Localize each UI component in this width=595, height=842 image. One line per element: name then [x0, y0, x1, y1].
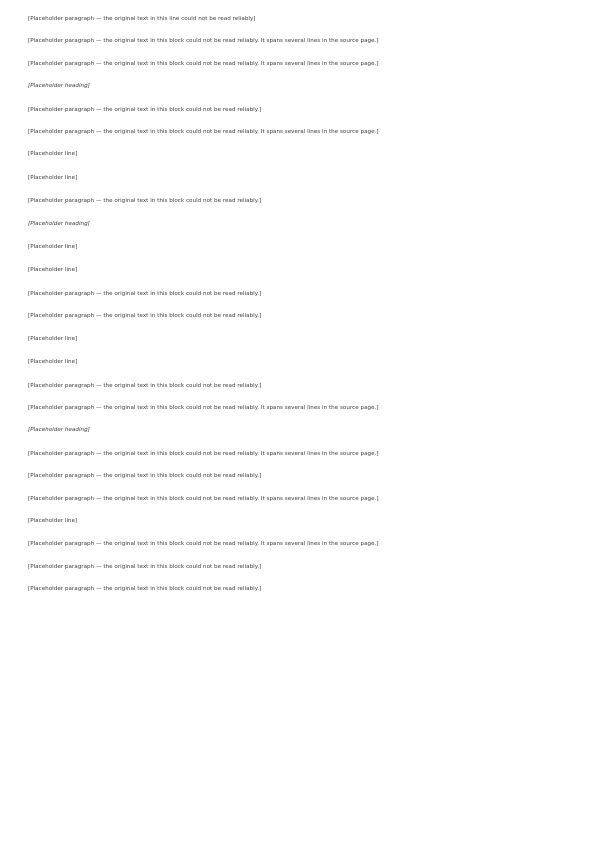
section-heading: [Placeholder heading]	[28, 427, 90, 434]
paragraph: [Placeholder paragraph — the original text in this block could not be read reliably.]	[28, 198, 262, 205]
paragraph: [Placeholder paragraph — the original text in this block could not be read reliably. It spans several lines in the source page.]	[28, 541, 379, 548]
paragraph: [Placeholder paragraph — the original text in this block could not be read reliably.]	[28, 382, 262, 389]
paragraph: [Placeholder paragraph — the original text in this block could not be read reliably. It spans several lines in the source page.]	[28, 129, 379, 136]
paragraph: [Placeholder paragraph — the original text in this block could not be read reliably.]	[28, 563, 262, 570]
paragraph: [Placeholder paragraph — the original text in this block could not be read reliably.]	[28, 473, 262, 480]
paragraph: [Placeholder line]	[28, 267, 78, 274]
paragraph: [Placeholder paragraph — the original text in this block could not be read reliably. It spans several lines in the source page.]	[28, 450, 379, 457]
paragraph: [Placeholder line]	[28, 151, 78, 158]
paragraph: [Placeholder paragraph — the original text in this block could not be read reliably. It spans several lines in the source page.]	[28, 495, 379, 502]
paragraph: [Placeholder paragraph — the original text in this block could not be read reliably.]	[28, 106, 262, 113]
paragraph: [Placeholder paragraph — the original text in this block could not be read reliably.]	[28, 586, 262, 593]
paragraph: [Placeholder paragraph — the original text in this block could not be read reliably. It spans several lines in the source page.]	[28, 60, 379, 67]
section-heading: [Placeholder heading]	[28, 220, 90, 227]
paragraph: [Placeholder line]	[28, 517, 78, 524]
paragraph: [Placeholder paragraph — the original text in this block could not be read reliably. It spans several lines in the source page.]	[28, 38, 379, 45]
paragraph: [Placeholder paragraph — the original text in this line could not be read reliably]	[28, 16, 256, 22]
paragraph: [Placeholder paragraph — the original text in this block could not be read reliably.]	[28, 313, 262, 320]
section-heading: [Placeholder heading]	[28, 83, 90, 90]
paragraph: [Placeholder line]	[28, 244, 78, 251]
paragraph: [Placeholder paragraph — the original text in this block could not be read reliably.]	[28, 290, 262, 297]
paragraph: [Placeholder line]	[28, 174, 78, 181]
document-page	[28, 14, 568, 607]
paragraph: [Placeholder paragraph — the original text in this block could not be read reliably. It spans several lines in the source page.]	[28, 404, 379, 411]
paragraph: [Placeholder line]	[28, 359, 78, 366]
paragraph: [Placeholder line]	[28, 335, 78, 342]
